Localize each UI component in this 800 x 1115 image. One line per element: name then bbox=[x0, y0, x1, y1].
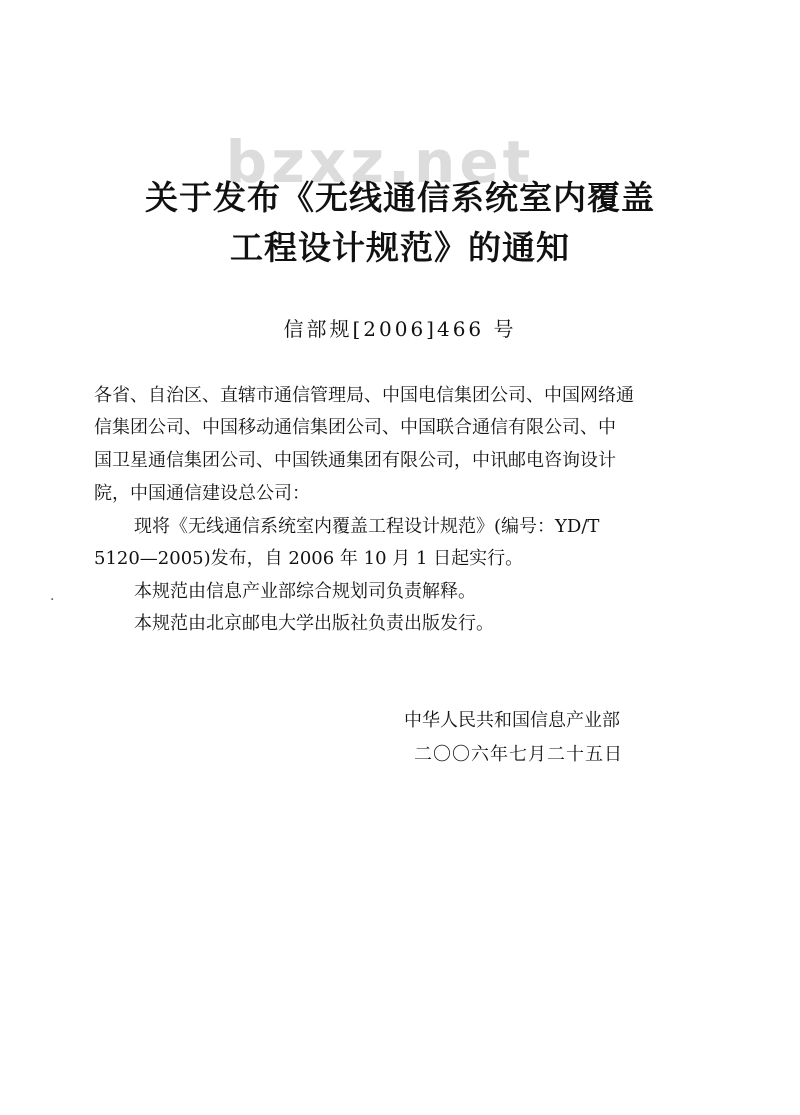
signature-date: 二〇〇六年七月二十五日 bbox=[414, 744, 623, 765]
addressee-line-3: 国卫星通信集团公司、中国铁通集团有限公司，中讯邮电咨询设计 bbox=[94, 450, 616, 471]
title-line-2: 工程设计规范》的通知 bbox=[230, 228, 570, 267]
stray-mark: · bbox=[50, 592, 55, 608]
addressee-line-2: 信集团公司、中国移动通信集团公司、中国联合通信有限公司、中 bbox=[94, 417, 616, 438]
watermark: bzxz.net bbox=[225, 128, 535, 196]
paragraph-1-line-1: 现将《无线通信系统室内覆盖工程设计规范》(编号：YD/T bbox=[134, 516, 600, 537]
signature-organization: 中华人民共和国信息产业部 bbox=[404, 710, 620, 731]
paragraph-2: 本规范由信息产业部综合规划司负责解释。 bbox=[134, 581, 476, 602]
addressee-line-4: 院，中国通信建设总公司： bbox=[94, 483, 310, 504]
document-number: 信部规[2006]466 号 bbox=[283, 317, 517, 341]
paragraph-3: 本规范由北京邮电大学出版社负责出版发行。 bbox=[134, 613, 494, 634]
addressee-line-1: 各省、自治区、直辖市通信管理局、中国电信集团公司、中国网络通 bbox=[94, 385, 634, 406]
title-line-1: 关于发布《无线通信系统室内覆盖 bbox=[145, 178, 655, 217]
paragraph-1-line-2: 5120—2005)发布，自 2006 年 10 月 1 日起实行。 bbox=[94, 548, 524, 569]
